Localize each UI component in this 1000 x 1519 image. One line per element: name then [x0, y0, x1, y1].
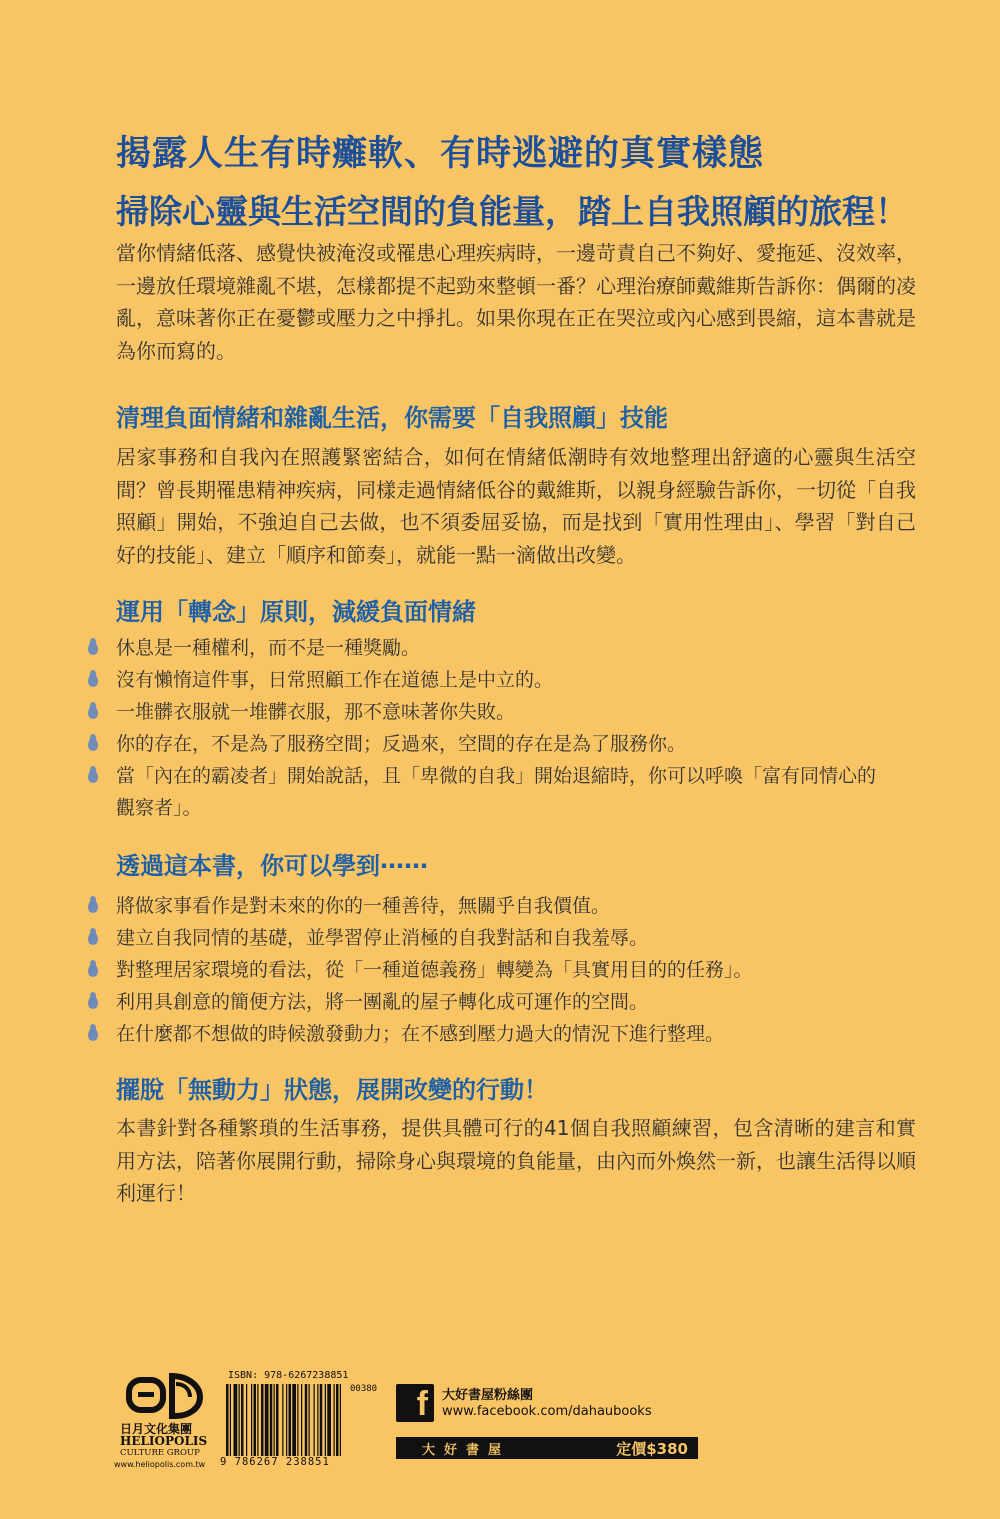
- barcode-bar: [261, 1384, 264, 1456]
- logo-english-subname: CULTURE GROUP: [120, 1448, 200, 1458]
- barcode-bars: [226, 1384, 378, 1456]
- section4-heading: 擺脫「無動力」狀態，展開改變的行動！: [116, 1076, 548, 1104]
- barcode-bar: [325, 1384, 326, 1456]
- publisher-name: 大好書屋: [422, 1443, 511, 1458]
- facebook-url[interactable]: www.facebook.com/dahaubooks: [442, 1404, 652, 1419]
- section3-heading: 透過這本書，你可以學到⋯⋯: [116, 852, 428, 880]
- section2-list: [88, 632, 918, 824]
- headline: 揭露人生有時癱軟、有時逃避的真實樣態: [116, 134, 765, 174]
- ean-digits: 9 786267 238851: [220, 1456, 330, 1468]
- bullet-drop-icon: [88, 738, 98, 751]
- barcode-bar: [309, 1384, 310, 1456]
- list-item: 建立自我同情的基礎，並學習停止消極的自我對話和自我羞辱。: [88, 922, 918, 954]
- list-item: 當「內在的霸凌者」開始說話，且「卑微的自我」開始退縮時，你可以呼喚「富有同情心的觀察者」。: [88, 760, 876, 824]
- list-item: 一堆髒衣服就一堆髒衣服，那不意味著你失敗。: [88, 696, 918, 728]
- barcode-bar: [336, 1384, 339, 1456]
- barcode-bar: [340, 1384, 341, 1456]
- barcode-bar: [239, 1384, 240, 1456]
- barcode-bar: [317, 1384, 318, 1456]
- barcode-bar: [297, 1384, 298, 1456]
- bullet-drop-icon: [88, 706, 98, 719]
- bullet-drop-icon: [88, 900, 98, 913]
- barcode-bar: [320, 1384, 323, 1456]
- list-item: 對整理居家環境的看法，從「一種道德義務」轉變為「具實用目的的任務」。: [88, 954, 918, 986]
- barcode-bar: [274, 1384, 275, 1456]
- barcode-bar: [276, 1384, 279, 1456]
- barcode-bar: [282, 1384, 283, 1456]
- barcode-bar: [286, 1384, 287, 1456]
- section2-heading: 運用「轉念」原則，減緩負面情緒: [116, 598, 476, 626]
- barcode-bar: [257, 1384, 258, 1456]
- barcode: [220, 1370, 381, 1470]
- barcode-bar: [314, 1384, 315, 1456]
- list-item: 沒有懶惰這件事，日常照顧工作在道德上是中立的。: [88, 664, 918, 696]
- barcode-bar: [254, 1384, 257, 1456]
- barcode-bar: [230, 1384, 231, 1456]
- barcode-bar: [334, 1384, 335, 1456]
- section1-heading: 清理負面情緒和雜亂生活，你需要「自我照顧」技能: [116, 404, 668, 432]
- barcode-bar: [301, 1384, 302, 1456]
- bullet-drop-icon: [88, 964, 98, 977]
- bullet-drop-icon: [88, 642, 98, 655]
- price-bar: [396, 1437, 698, 1459]
- barcode-bar: [270, 1384, 273, 1456]
- barcode-bar: [251, 1384, 252, 1456]
- logo-english-name: HELIOPOLIS: [120, 1434, 208, 1448]
- barcode-bar: [289, 1384, 292, 1456]
- list-item: 你的存在，不是為了服務空間；反過來，空間的存在是為了服務你。: [88, 728, 918, 760]
- section4-body: 本書針對各種繁瑣的生活事務，提供具體可行的41個自我照顧練習，包含清晰的建言和實用方法，陪著你展開行動，掃除身心與環境的負能量，由內而外煥然一新，也讓生活得以順利運行！: [116, 1116, 916, 1205]
- barcode-bar: [246, 1384, 247, 1456]
- heliopolis-logo-icon: [126, 1370, 204, 1420]
- intro-paragraph: 當你情緒低落、感覺快被淹沒或罹患心理疾病時，一邊苛責自己不夠好、愛拖延、沒效率，一邊放任環境雜亂不堪，怎樣都提不起勁來整頓一番？心理治療師戴維斯告訴你：偶爾的凌亂，意味著你正在憂鬱或壓力之中掙扎。如果你現在正在哭泣或內心感到畏縮，這本書就是為你而寫的。: [116, 241, 916, 363]
- barcode-bar: [265, 1384, 269, 1456]
- barcode-bar: [327, 1384, 331, 1456]
- barcode-bar: [305, 1384, 308, 1456]
- bullet-drop-icon: [88, 674, 98, 687]
- barcode-bar: [226, 1384, 229, 1456]
- subheadline: 掃除心靈與生活空間的負能量，踏上自我照顧的旅程！: [116, 192, 908, 231]
- publisher-logo: [116, 1368, 216, 1472]
- bullet-drop-icon: [88, 1028, 98, 1041]
- list-item: 休息是一種權利，而不是一種獎勵。: [88, 632, 918, 664]
- barcode-bar: [234, 1384, 238, 1456]
- list-item: 將做家事看作是對未來的你的一種善待，無關乎自我價值。: [88, 890, 918, 922]
- list-item: 在什麼都不想做的時候激發動力；在不感到壓力過大的情況下進行整理。: [88, 1018, 918, 1050]
- bullet-drop-icon: [88, 770, 98, 783]
- logo-chinese-name: 日月文化集團: [120, 1422, 193, 1436]
- bullet-drop-icon: [88, 932, 98, 945]
- price: 定價$380: [616, 1440, 688, 1458]
- logo-url: www.heliopolis.com.tw: [114, 1460, 206, 1469]
- bullet-drop-icon: [88, 996, 98, 1009]
- facebook-icon: f: [396, 1384, 434, 1422]
- price-code: 00380: [350, 1384, 378, 1394]
- list-item: 利用具創意的簡便方法，將一團亂的屋子轉化成可運作的空間。: [88, 986, 918, 1018]
- isbn-label: ISBN: 978-6267238851: [228, 1370, 349, 1381]
- facebook-page-name: 大好書屋粉絲團: [442, 1388, 534, 1403]
- section3-list: [88, 890, 918, 1050]
- section1-body: 居家事務和自我內在照護緊密結合，如何在情緒低潮時有效地整理出舒適的心靈與生活空間？曾長期罹患精神疾病，同樣走過情緒低谷的戴維斯，以親身經驗告訴你，一切從「自我照顧」開始，不強迫自己去做，也不須委屈妥協，而是找到「實用性理由」、學習「對自己好的技能」、建立「順序和節奏」，就能一點一滴做出改變。: [116, 445, 916, 567]
- barcode-bar: [241, 1384, 244, 1456]
- barcode-bar: [292, 1384, 296, 1456]
